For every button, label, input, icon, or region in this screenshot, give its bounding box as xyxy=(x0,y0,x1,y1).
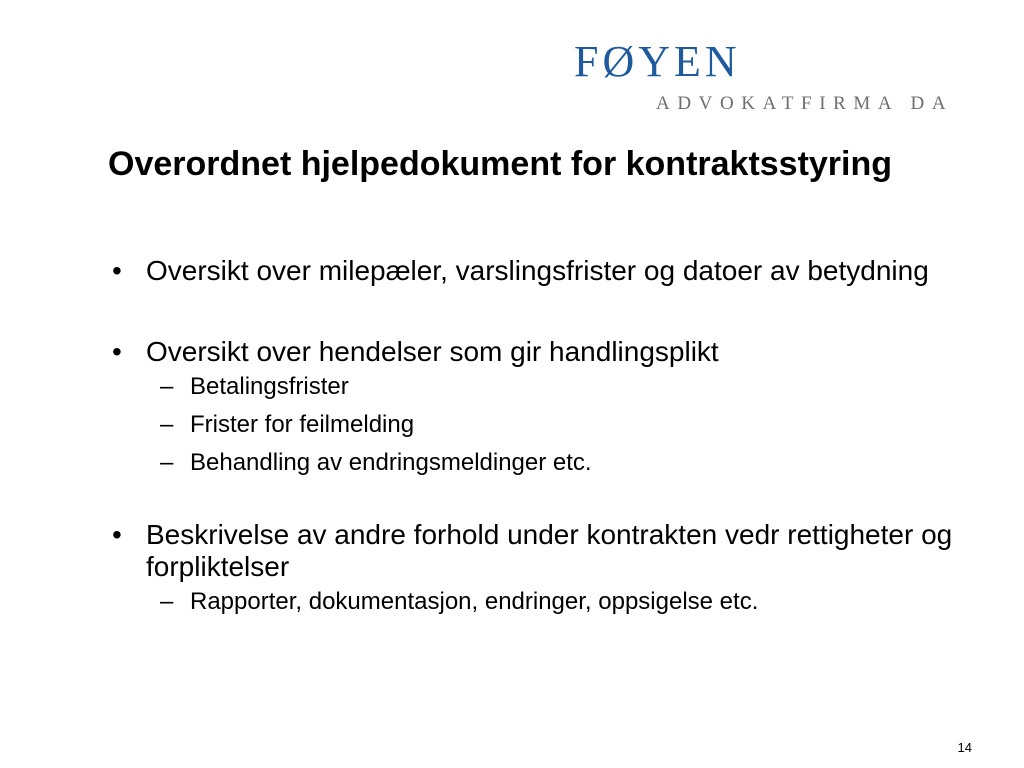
bullet-text: Oversikt over milepæler, varslingsfrister og datoer av betydning xyxy=(146,255,929,286)
bullet-list xyxy=(108,255,968,621)
sub-item-text: Frister for feilmelding xyxy=(190,411,415,438)
bullet-marker: • xyxy=(112,519,122,550)
bullet-text: Beskrivelse av andre forhold under kontrakten vedr rettigheter og forpliktelser xyxy=(146,519,953,582)
page-number: 14 xyxy=(957,740,972,755)
sub-item-text: Rapporter, dokumentasjon, endringer, oppsigelse etc. xyxy=(190,588,759,615)
logo-name: FØYEN xyxy=(574,37,741,86)
sub-marker: – xyxy=(160,373,174,400)
bullet-item xyxy=(108,255,968,287)
sub-item xyxy=(108,444,968,482)
slide-title: Overordnet hjelpedokument for kontraktsstyring xyxy=(108,145,893,183)
bullet-item xyxy=(108,336,968,368)
bullet-item xyxy=(108,519,968,583)
logo-subtitle: ADVOKATFIRMA DA xyxy=(656,93,954,114)
sub-item xyxy=(108,368,968,406)
sub-item-text: Betalingsfrister xyxy=(190,373,349,400)
sub-marker: – xyxy=(160,588,174,615)
bullet-text: Oversikt over hendelser som gir handlingsplikt xyxy=(146,336,719,367)
bullet-marker: • xyxy=(112,336,122,367)
sub-marker: – xyxy=(160,449,174,476)
sub-item-text: Behandling av endringsmeldinger etc. xyxy=(190,449,592,476)
bullet-marker: • xyxy=(112,255,122,286)
sub-item xyxy=(108,406,968,444)
sub-item xyxy=(108,583,968,621)
sub-marker: – xyxy=(160,411,174,438)
